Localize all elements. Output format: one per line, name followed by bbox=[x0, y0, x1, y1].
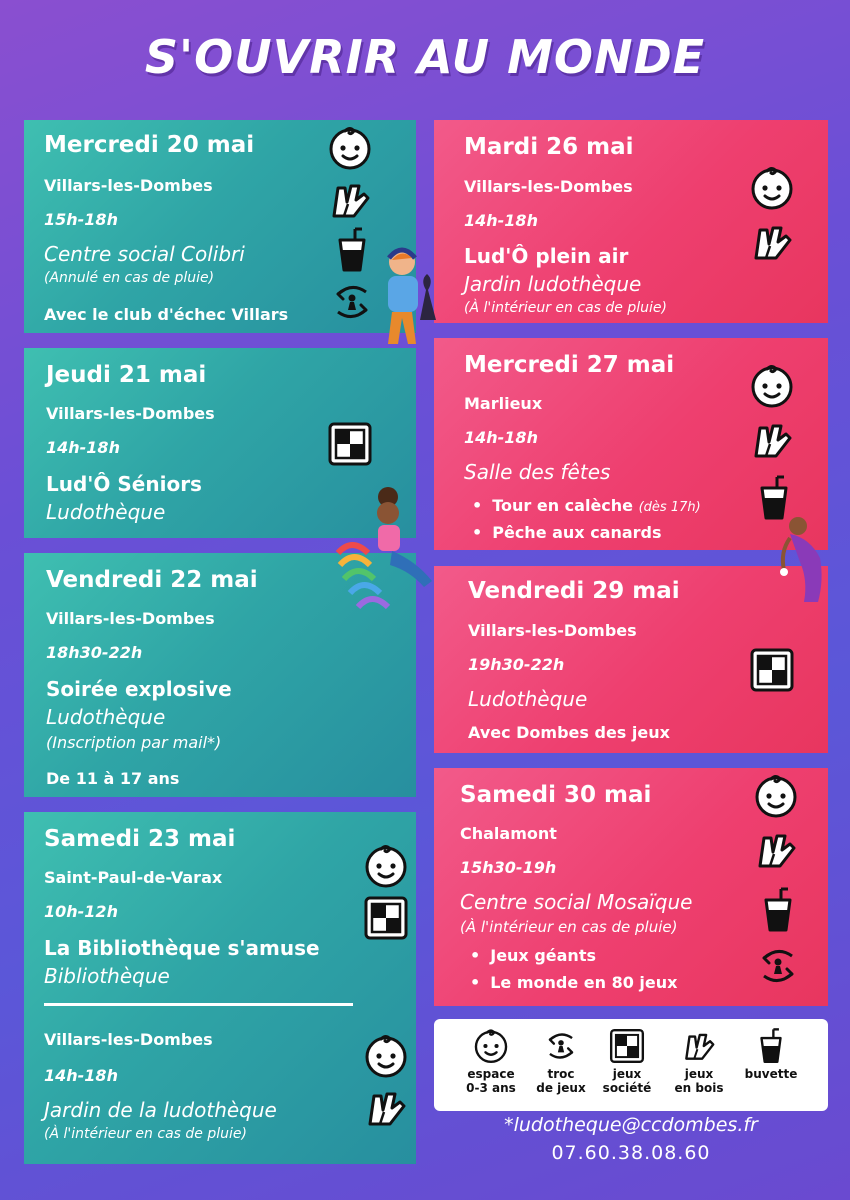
event-place: Villars-les-Dombes bbox=[464, 177, 633, 196]
list-item: • Le monde en 80 jeux bbox=[470, 973, 677, 992]
legend-label: espace 0-3 ans bbox=[466, 1067, 516, 1095]
board-game-icon bbox=[748, 646, 796, 694]
contact-email[interactable]: *ludotheque@ccdombes.fr bbox=[504, 1114, 758, 1136]
list-item: • Pêche aux canards bbox=[472, 523, 701, 542]
legend-item bbox=[664, 1027, 734, 1095]
baby-face-icon bbox=[748, 362, 796, 410]
divider bbox=[44, 1003, 353, 1006]
event-time: 19h30-22h bbox=[468, 655, 565, 674]
event-time: 15h30-19h bbox=[460, 858, 557, 877]
event-note-2: (À l'intérieur en cas de pluie) bbox=[44, 1126, 247, 1142]
wooden-game-icon bbox=[748, 218, 796, 266]
event-venue: Bibliothèque bbox=[44, 964, 170, 988]
event-place: Saint-Paul-de-Varax bbox=[44, 868, 223, 887]
event-venue: Centre social Mosaïque bbox=[460, 890, 693, 914]
event-card-mercredi-20 bbox=[24, 120, 416, 333]
legend-item bbox=[736, 1027, 806, 1081]
event-name: Lud'Ô Séniors bbox=[46, 472, 202, 496]
board-game-icon bbox=[608, 1027, 646, 1065]
event-date: Mercredi 27 mai bbox=[464, 352, 675, 378]
event-card-samedi-23 bbox=[24, 812, 416, 1164]
dancer-illustration bbox=[776, 512, 836, 606]
event-name: La Bibliothèque s'amuse bbox=[44, 936, 320, 960]
drink-cup-icon bbox=[754, 886, 802, 934]
event-time: 14h-18h bbox=[464, 211, 538, 230]
legend-item bbox=[456, 1027, 526, 1095]
wooden-game-icon bbox=[680, 1027, 718, 1065]
event-date: Mardi 26 mai bbox=[464, 134, 634, 160]
contact-phone[interactable]: 07.60.38.08.60 bbox=[551, 1142, 711, 1164]
baby-face-icon bbox=[362, 842, 410, 890]
event-note: (À l'intérieur en cas de pluie) bbox=[460, 918, 678, 936]
board-game-icon bbox=[362, 894, 410, 942]
swap-pawn-icon bbox=[328, 278, 376, 326]
event-venue: Ludothèque bbox=[46, 500, 166, 524]
event-venue: Centre social Colibri bbox=[44, 242, 245, 266]
event-name: Soirée explosive bbox=[46, 677, 232, 701]
event-place: Villars-les-Dombes bbox=[46, 609, 215, 628]
event-card-mercredi-27 bbox=[434, 338, 828, 550]
baby-face-icon bbox=[752, 772, 800, 820]
drink-cup-icon bbox=[328, 226, 376, 274]
legend-label: troc de jeux bbox=[536, 1067, 586, 1095]
event-place: Marlieux bbox=[464, 394, 543, 413]
swap-pawn-icon bbox=[754, 942, 802, 990]
event-name: Lud'Ô plein air bbox=[464, 244, 629, 268]
baby-face-icon bbox=[362, 1032, 410, 1080]
slinky-girl-illustration bbox=[332, 483, 436, 623]
icon-legend bbox=[434, 1019, 828, 1111]
event-date: Jeudi 21 mai bbox=[46, 362, 207, 388]
event-place: Villars-les-Dombes bbox=[468, 621, 637, 640]
event-date: Samedi 30 mai bbox=[460, 782, 652, 808]
wooden-game-icon bbox=[326, 176, 374, 224]
event-card-samedi-30 bbox=[434, 768, 828, 1006]
event-card-vendredi-29 bbox=[434, 566, 828, 753]
baby-face-icon bbox=[326, 124, 374, 172]
event-note: (Inscription par mail*) bbox=[46, 733, 222, 752]
event-extra: De 11 à 17 ans bbox=[46, 769, 180, 788]
event-place: Villars-les-Dombes bbox=[46, 404, 215, 423]
baby-face-icon bbox=[748, 164, 796, 212]
event-date: Mercredi 20 mai bbox=[44, 132, 255, 158]
event-time-2: 14h-18h bbox=[44, 1066, 118, 1085]
list-item: • Tour en calèche (dès 17h) bbox=[472, 496, 701, 515]
event-venue: Ludothèque bbox=[46, 705, 166, 729]
event-note: (À l'intérieur en cas de pluie) bbox=[464, 300, 667, 316]
event-venue: Jardin ludothèque bbox=[464, 272, 642, 296]
event-venue: Salle des fêtes bbox=[464, 460, 611, 484]
event-date: Vendredi 22 mai bbox=[46, 567, 258, 593]
event-place: Chalamont bbox=[460, 824, 557, 843]
drink-cup-icon bbox=[752, 1027, 790, 1065]
event-date: Vendredi 29 mai bbox=[468, 578, 680, 604]
event-place: Villars-les-Dombes bbox=[44, 176, 213, 195]
board-game-icon bbox=[326, 420, 374, 468]
swap-pawn-icon bbox=[542, 1027, 580, 1065]
wooden-game-icon bbox=[362, 1084, 410, 1132]
event-card-mardi-26 bbox=[434, 120, 828, 323]
chess-player-illustration bbox=[378, 240, 448, 360]
event-venue-2: Jardin de la ludothèque bbox=[44, 1098, 277, 1122]
legend-item bbox=[526, 1027, 596, 1095]
event-time: 10h-12h bbox=[44, 902, 118, 921]
wooden-game-icon bbox=[748, 416, 796, 464]
baby-face-icon bbox=[472, 1027, 510, 1065]
event-items bbox=[472, 496, 701, 550]
event-time: 14h-18h bbox=[46, 438, 120, 457]
event-extra: Avec le club d'échec Villars bbox=[44, 305, 289, 324]
event-time: 14h-18h bbox=[464, 428, 538, 447]
item-note: (dès 17h) bbox=[638, 500, 701, 515]
event-time: 18h30-22h bbox=[46, 643, 143, 662]
event-time: 15h-18h bbox=[44, 210, 118, 229]
list-item: • Jeux géants bbox=[470, 946, 677, 965]
event-place-2: Villars-les-Dombes bbox=[44, 1030, 213, 1049]
event-date: Samedi 23 mai bbox=[44, 826, 236, 852]
event-venue: Ludothèque bbox=[468, 687, 588, 711]
legend-item bbox=[592, 1027, 662, 1095]
legend-label: buvette bbox=[744, 1067, 798, 1081]
legend-label: jeux en bois bbox=[674, 1067, 724, 1095]
event-note: (Annulé en cas de pluie) bbox=[44, 270, 215, 286]
event-items bbox=[470, 946, 677, 1000]
legend-label: jeux société bbox=[602, 1067, 652, 1095]
event-extra: Avec Dombes des jeux bbox=[468, 723, 670, 742]
wooden-game-icon bbox=[752, 826, 800, 874]
page-title: S'OUVRIR AU MONDE bbox=[144, 30, 706, 84]
